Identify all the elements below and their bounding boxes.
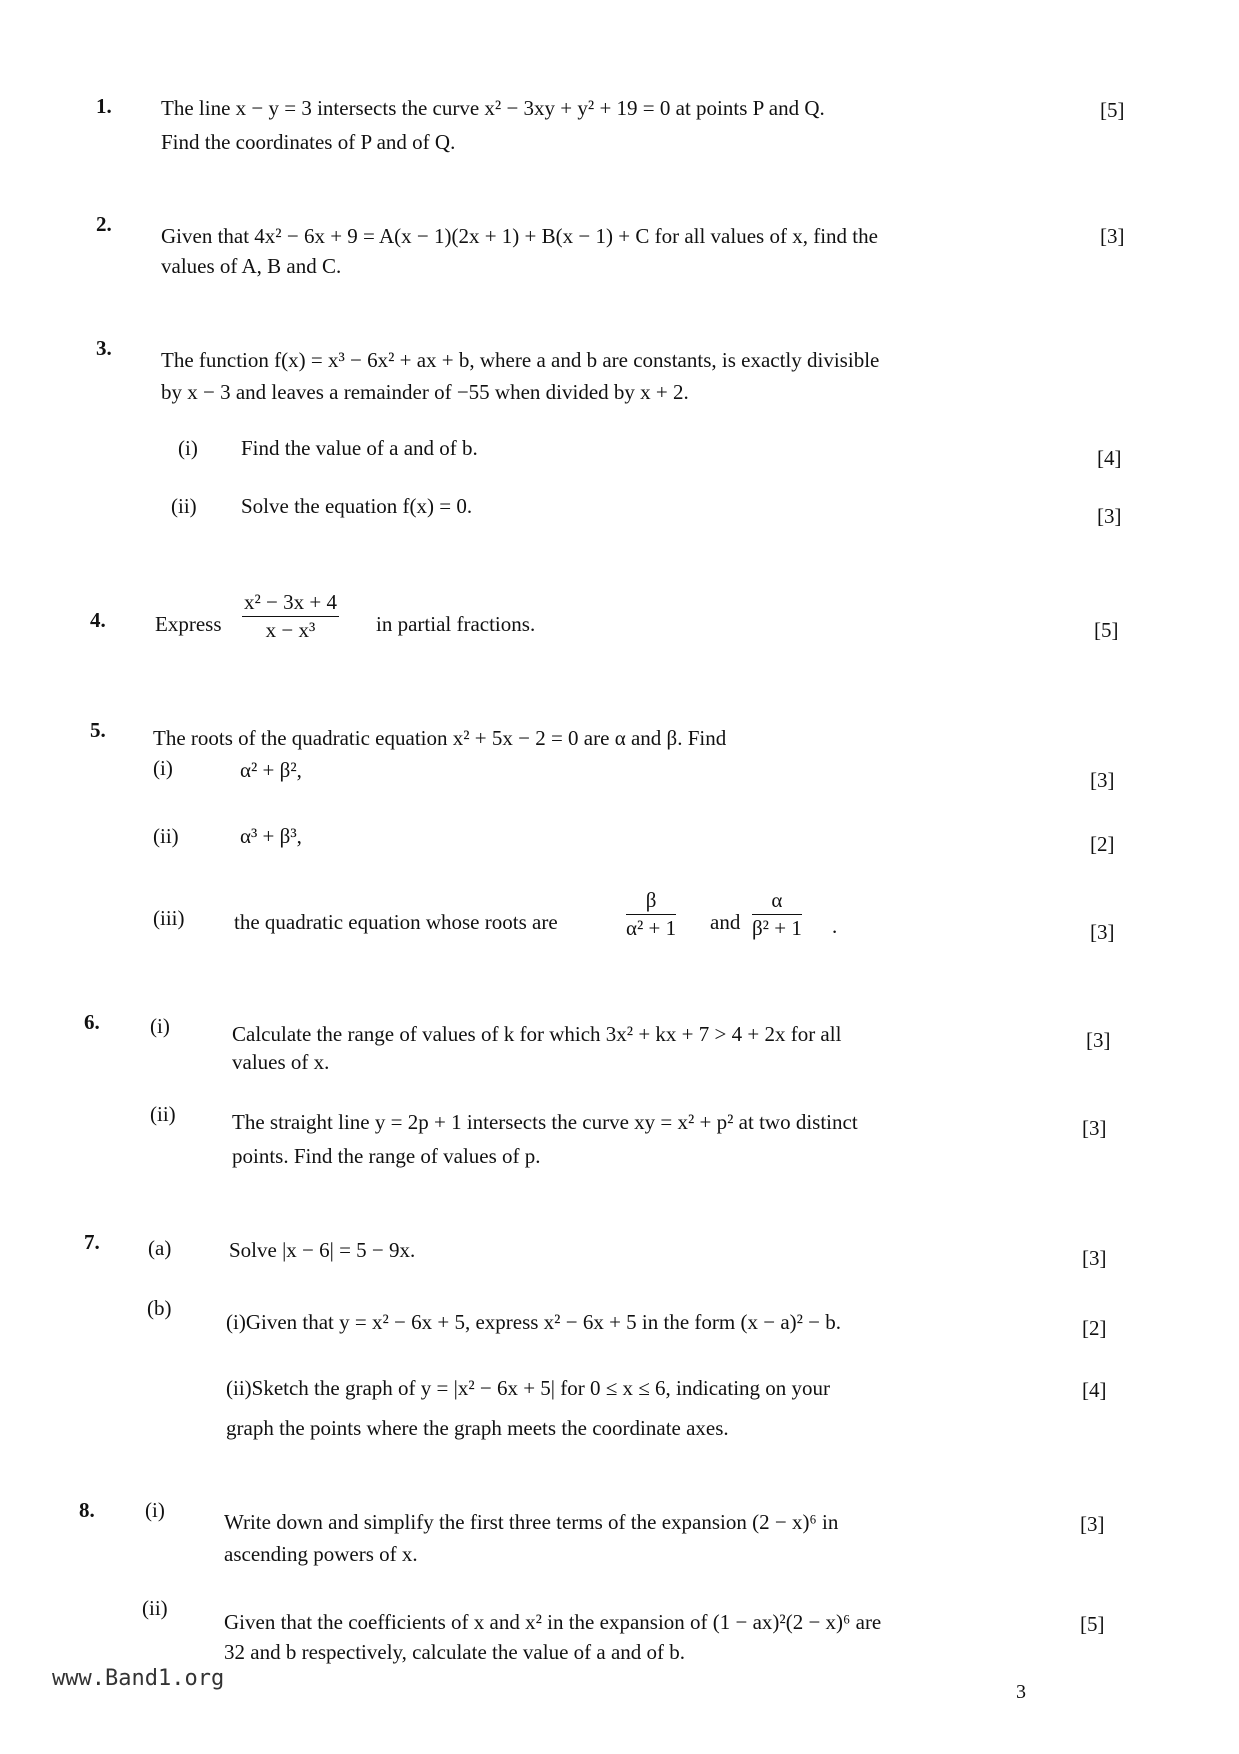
question-7-part-a-text: Solve |x − 6| = 5 − 9x. bbox=[229, 1238, 416, 1262]
question-6-part-ii-label: (ii) bbox=[150, 1102, 176, 1126]
question-8-part-i-line2: ascending powers of x. bbox=[224, 1542, 418, 1566]
question-5-fraction-1-numerator: β bbox=[626, 890, 676, 915]
question-5-part-iii-and: and bbox=[710, 910, 741, 934]
question-8-part-i-marks: [3] bbox=[1080, 1512, 1105, 1536]
question-5-part-iii-marks: [3] bbox=[1090, 920, 1115, 944]
question-7-number: 7. bbox=[84, 1230, 100, 1254]
question-8-part-ii-marks: [5] bbox=[1080, 1612, 1105, 1636]
question-3-number: 3. bbox=[96, 336, 112, 360]
question-3-part-i-label: (i) bbox=[178, 436, 198, 460]
question-6-part-i-line1: Calculate the range of values of k for which 3x² + kx + 7 > 4 + 2x for all bbox=[232, 1022, 842, 1046]
question-8-part-ii-label: (ii) bbox=[142, 1596, 168, 1620]
question-5-part-ii-marks: [2] bbox=[1090, 832, 1115, 856]
question-5-fraction-1 bbox=[626, 890, 676, 939]
question-1-number: 1. bbox=[96, 94, 112, 118]
question-1-line2: Find the coordinates of P and of Q. bbox=[161, 130, 456, 154]
question-6-part-i-label: (i) bbox=[150, 1014, 170, 1038]
question-7-part-b-ii-marks: [4] bbox=[1082, 1378, 1107, 1402]
footer-website: www.Band1.org bbox=[52, 1666, 225, 1691]
question-6-part-ii-line1: The straight line y = 2p + 1 intersects the curve xy = x² + p² at two distinct bbox=[232, 1110, 858, 1134]
question-2-marks: [3] bbox=[1100, 224, 1125, 248]
question-6-part-ii-marks: [3] bbox=[1082, 1116, 1107, 1140]
question-8-part-i-label: (i) bbox=[145, 1498, 165, 1522]
question-8-part-ii-line2: 32 and b respectively, calculate the value of a and of b. bbox=[224, 1640, 686, 1664]
question-3-part-i-text: Find the value of a and of b. bbox=[241, 436, 478, 460]
question-7-part-b-ii-line1: (ii)Sketch the graph of y = |x² − 6x + 5| for 0 ≤ x ≤ 6, indicating on your bbox=[226, 1376, 831, 1400]
question-4-post: in partial fractions. bbox=[376, 612, 536, 636]
question-3-part-ii-label: (ii) bbox=[171, 494, 197, 518]
question-5-fraction-2 bbox=[752, 890, 802, 939]
question-5-number: 5. bbox=[90, 718, 106, 742]
question-5-part-i-marks: [3] bbox=[1090, 768, 1115, 792]
question-7-part-b-i-text: (i)Given that y = x² − 6x + 5, express x² − 6x + 5 in the form (x − a)² − b. bbox=[226, 1310, 842, 1334]
question-4-pre: Express bbox=[155, 612, 222, 636]
question-7-part-a-label: (a) bbox=[148, 1236, 172, 1260]
question-5-part-ii-text: α³ + β³, bbox=[240, 824, 302, 848]
question-5-part-iii-end: . bbox=[832, 914, 838, 938]
question-1-marks: [5] bbox=[1100, 98, 1125, 122]
question-5-line1: The roots of the quadratic equation x² + 5x − 2 = 0 are α and β. Find bbox=[153, 726, 727, 750]
question-4-fraction bbox=[242, 592, 339, 641]
question-5-fraction-2-denominator: β² + 1 bbox=[752, 916, 802, 940]
question-6-part-ii-line2: points. Find the range of values of p. bbox=[232, 1144, 541, 1168]
question-5-fraction-2-numerator: α bbox=[752, 890, 802, 915]
question-8-part-ii-line1: Given that the coefficients of x and x² in the expansion of (1 − ax)²(2 − x)⁶ are bbox=[224, 1610, 882, 1634]
question-8-part-i-line1: Write down and simplify the first three terms of the expansion (2 − x)⁶ in bbox=[224, 1510, 839, 1534]
question-6-number: 6. bbox=[84, 1010, 100, 1034]
question-8-number: 8. bbox=[79, 1498, 95, 1522]
question-7-part-b-ii-line2: graph the points where the graph meets the coordinate axes. bbox=[226, 1416, 729, 1440]
question-4-number: 4. bbox=[90, 608, 106, 632]
page-number: 3 bbox=[1016, 1681, 1026, 1703]
question-5-fraction-1-denominator: α² + 1 bbox=[626, 916, 677, 940]
question-3-part-i-marks: [4] bbox=[1097, 446, 1122, 470]
question-4-numerator: x² − 3x + 4 bbox=[242, 592, 339, 617]
question-7-part-b-label: (b) bbox=[147, 1296, 172, 1320]
question-2-number: 2. bbox=[96, 212, 112, 236]
question-7-part-b-i-marks: [2] bbox=[1082, 1316, 1107, 1340]
question-5-part-i-label: (i) bbox=[153, 756, 173, 780]
question-7-part-a-marks: [3] bbox=[1082, 1246, 1107, 1270]
question-3-line2: by x − 3 and leaves a remainder of −55 when divided by x + 2. bbox=[161, 380, 689, 404]
question-5-part-i-text: α² + β², bbox=[240, 758, 302, 782]
question-3-line1: The function f(x) = x³ − 6x² + ax + b, where a and b are constants, is exactly divisible bbox=[161, 348, 880, 372]
question-3-part-ii-text: Solve the equation f(x) = 0. bbox=[241, 494, 473, 518]
question-6-part-i-line2: values of x. bbox=[232, 1050, 330, 1074]
question-2-line1: Given that 4x² − 6x + 9 = A(x − 1)(2x + 1) + B(x − 1) + C for all values of x, find the bbox=[161, 224, 878, 248]
question-1-line1: The line x − y = 3 intersects the curve x² − 3xy + y² + 19 = 0 at points P and Q. bbox=[161, 96, 825, 120]
question-2-line2: values of A, B and C. bbox=[161, 254, 342, 278]
question-3-part-ii-marks: [3] bbox=[1097, 504, 1122, 528]
question-4-denominator: x − x³ bbox=[265, 618, 316, 642]
question-4-marks: [5] bbox=[1094, 618, 1119, 642]
question-5-part-iii-text: the quadratic equation whose roots are bbox=[234, 910, 558, 934]
question-6-part-i-marks: [3] bbox=[1086, 1028, 1111, 1052]
question-5-part-ii-label: (ii) bbox=[153, 824, 179, 848]
question-5-part-iii-label: (iii) bbox=[153, 906, 185, 930]
